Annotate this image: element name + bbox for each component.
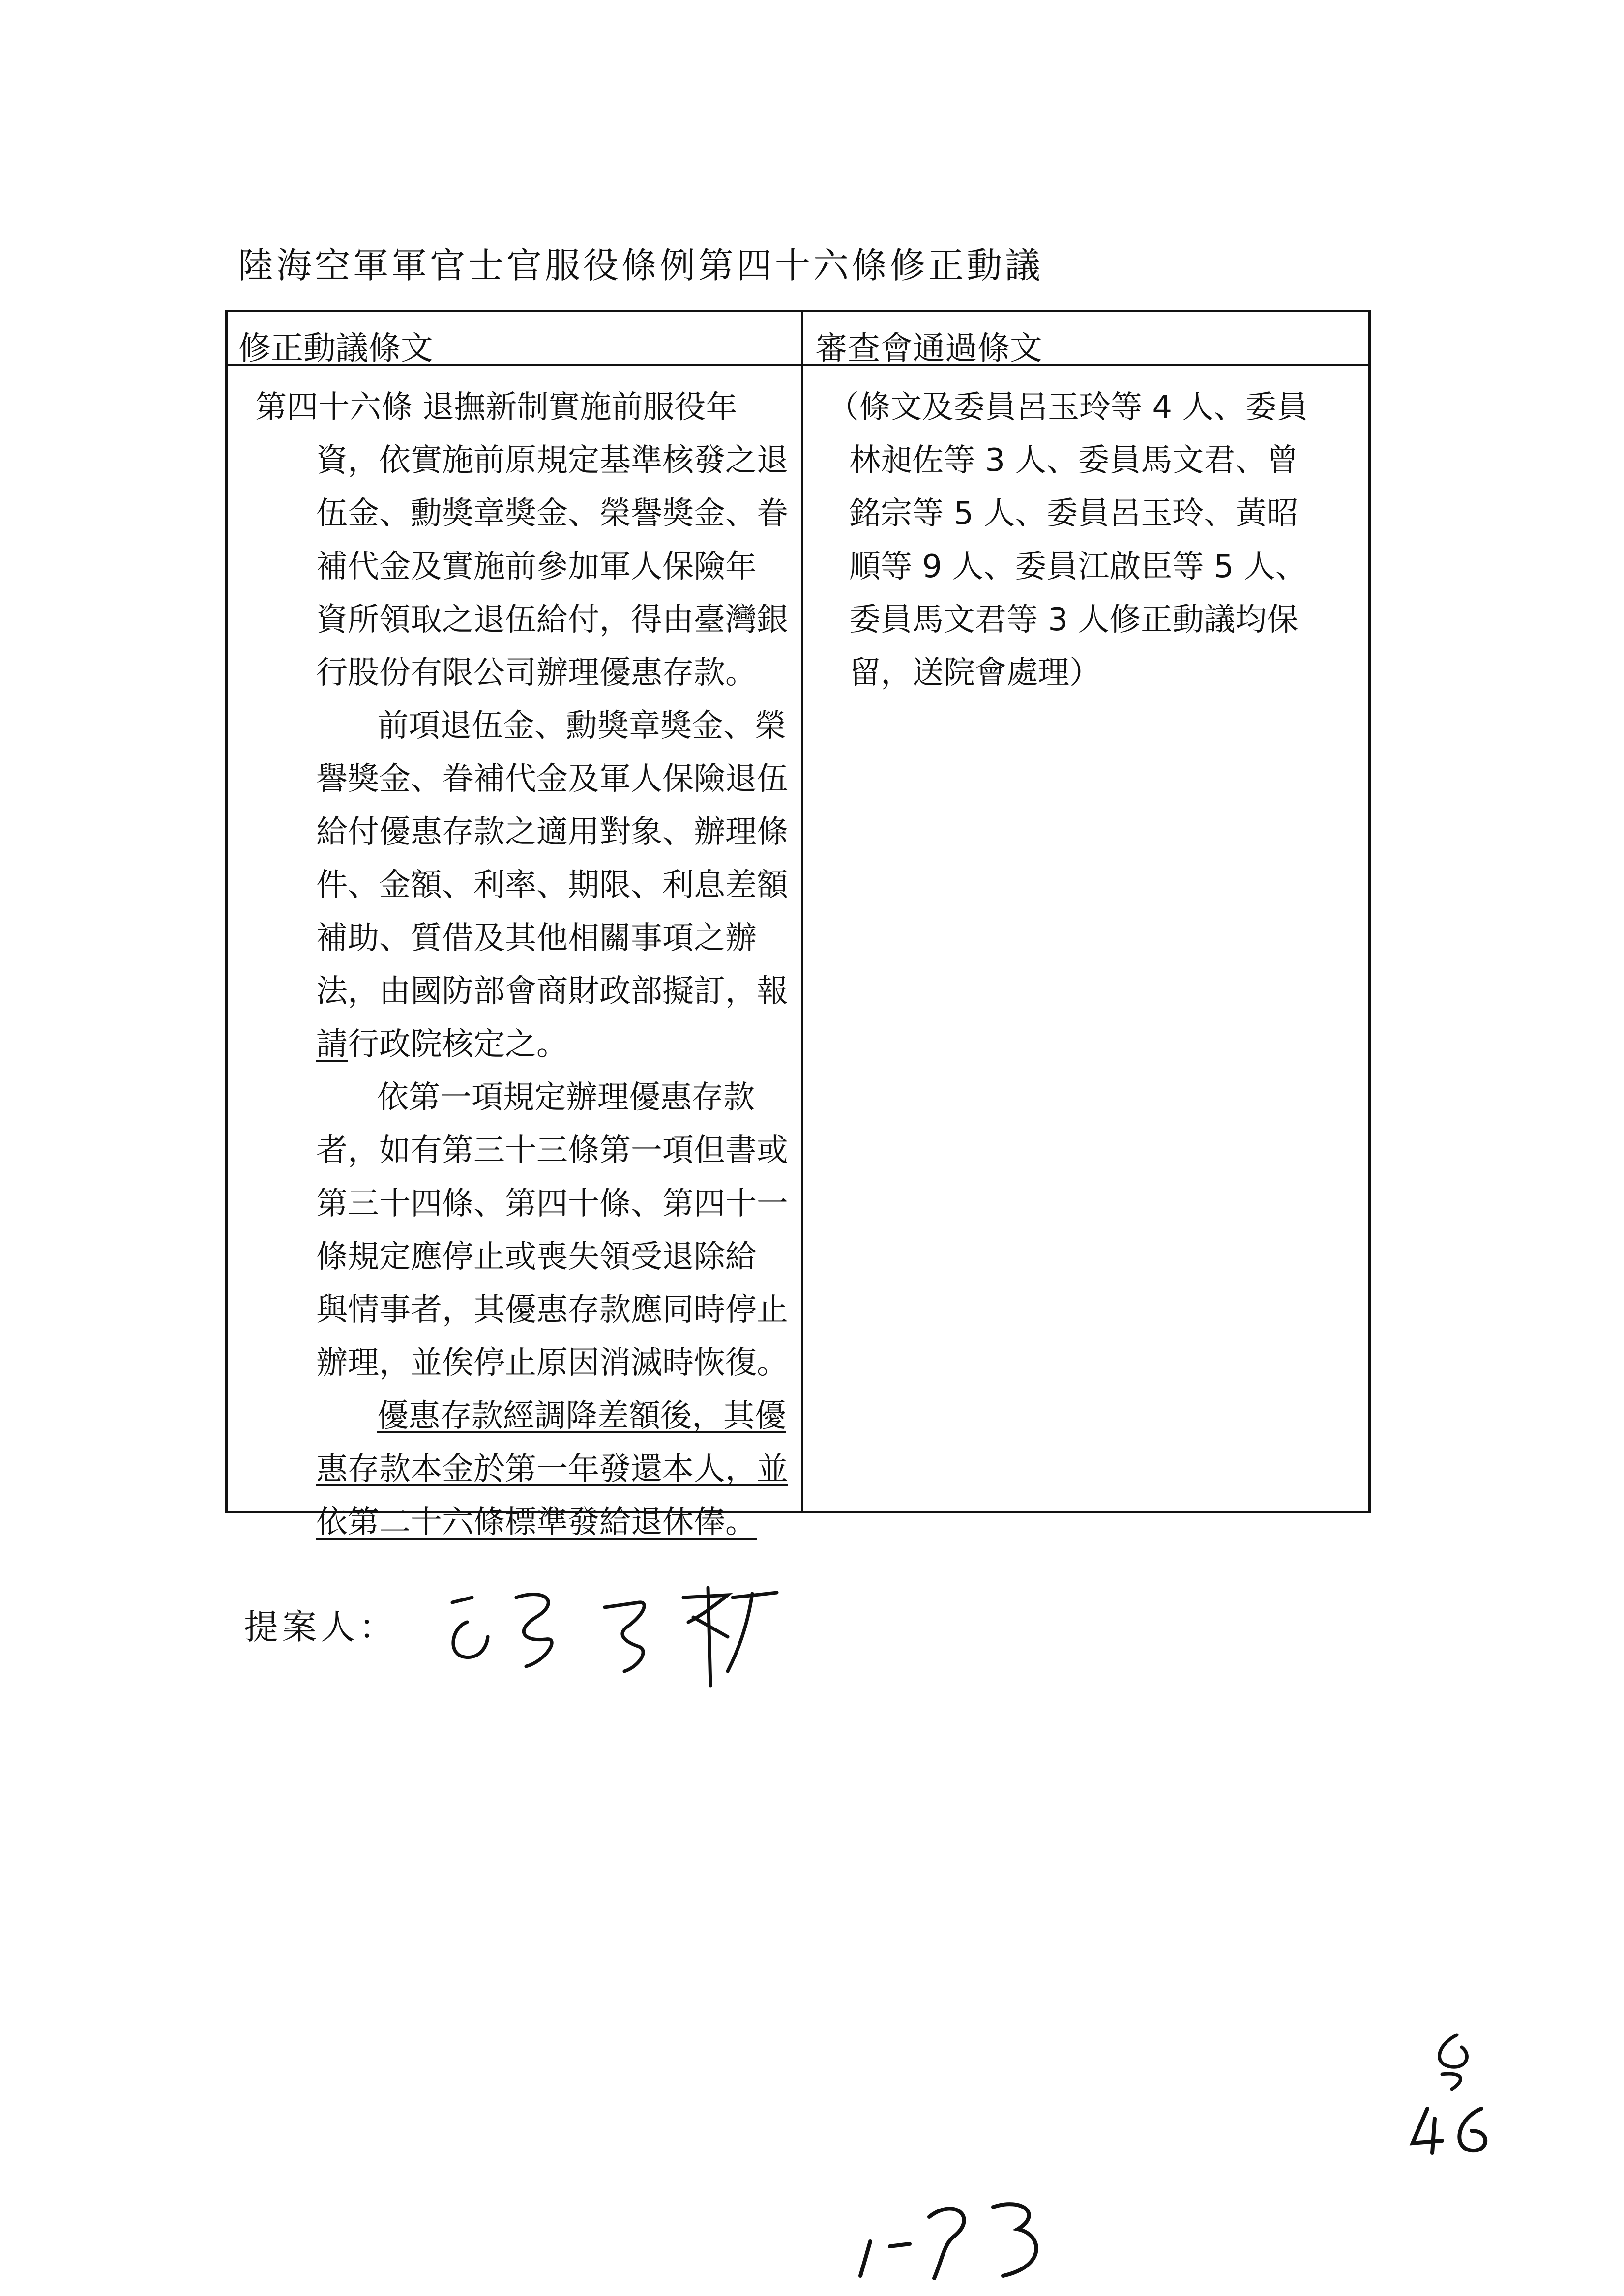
committee-line: （條文及委員呂玉玲等 4 人、委員 xyxy=(827,389,1308,426)
underlined-word: 請 xyxy=(316,1026,348,1063)
committee-line: 林昶佐等 3 人、委員馬文君、曾 xyxy=(849,442,1299,479)
article-line: 條規定應停止或喪失領受退除給 xyxy=(316,1239,757,1275)
handwritten-signature xyxy=(433,1568,826,1691)
column-divider xyxy=(801,312,803,1511)
proposer-label: 提案人： xyxy=(244,1607,397,1647)
document-title: 陸海空軍軍官士官服役條例第四十六條修正動議 xyxy=(238,245,1044,286)
article-line: 第三十四條、第四十條、第四十一 xyxy=(316,1186,788,1222)
amendment-article-text xyxy=(255,381,788,1549)
handwritten-page-mark xyxy=(1398,2025,1506,2173)
article-line xyxy=(255,1390,788,1443)
committee-line: 委員馬文君等 3 人修正動議均保 xyxy=(849,602,1299,638)
article-line: 第四十六條 退撫新制實施前服役年 xyxy=(255,389,738,426)
article-line xyxy=(255,1018,788,1071)
article-line: 補助、質借及其他相關事項之辦 xyxy=(316,920,757,957)
underlined-text: 優惠存款經調降差額後，其優 xyxy=(377,1398,786,1434)
article-line: 前項退伍金、勳獎章獎金、榮 xyxy=(377,708,786,744)
article-line: 法，由國防部會商財政部擬訂，報 xyxy=(316,973,788,1010)
article-line: 伍金、勳獎章獎金、榮譽獎金、眷 xyxy=(316,495,788,532)
amendment-table xyxy=(225,310,1371,1540)
article-line: 者，如有第三十三條第一項但書或 xyxy=(316,1133,788,1169)
article-line: 依第一項規定辦理優惠存款 xyxy=(377,1079,755,1116)
committee-line: 順等 9 人、委員江啟臣等 5 人、 xyxy=(849,549,1307,585)
article-line: 辦理，並俟停止原因消滅時恢復。 xyxy=(316,1345,788,1381)
underlined-text: 惠存款本金於第一年發還本人，並 xyxy=(316,1451,788,1487)
committee-line: 留，送院會處理） xyxy=(849,655,1101,691)
article-line: 給付優惠存款之適用對象、辦理條 xyxy=(316,814,788,850)
article-line: 件、金額、利率、期限、利息差額 xyxy=(316,867,788,903)
handwritten-folio-number xyxy=(856,2187,1072,2286)
article-line: 補代金及實施前參加軍人保險年 xyxy=(316,549,757,585)
article-line: 行股份有限公司辦理優惠存款。 xyxy=(316,655,757,691)
article-line xyxy=(255,1496,788,1549)
article-line: 資，依實施前原規定基準核發之退 xyxy=(316,442,788,479)
line-remainder: 行政院核定之。 xyxy=(348,1026,568,1063)
header-amendment-text: 修正動議條文 xyxy=(238,329,433,367)
article-line: 與情事者，其優惠存款應同時停止 xyxy=(316,1292,788,1328)
committee-article-text xyxy=(827,381,1308,699)
article-line: 資所領取之退伍給付，得由臺灣銀 xyxy=(316,602,788,638)
underlined-text: 依第二十六條標準發給退休俸。 xyxy=(316,1504,757,1540)
header-committee-text: 審查會通過條文 xyxy=(815,329,1042,367)
article-line: 譽獎金、眷補代金及軍人保險退伍 xyxy=(316,761,788,797)
committee-line: 銘宗等 5 人、委員呂玉玲、黃昭 xyxy=(849,495,1299,532)
article-line xyxy=(255,1443,788,1496)
